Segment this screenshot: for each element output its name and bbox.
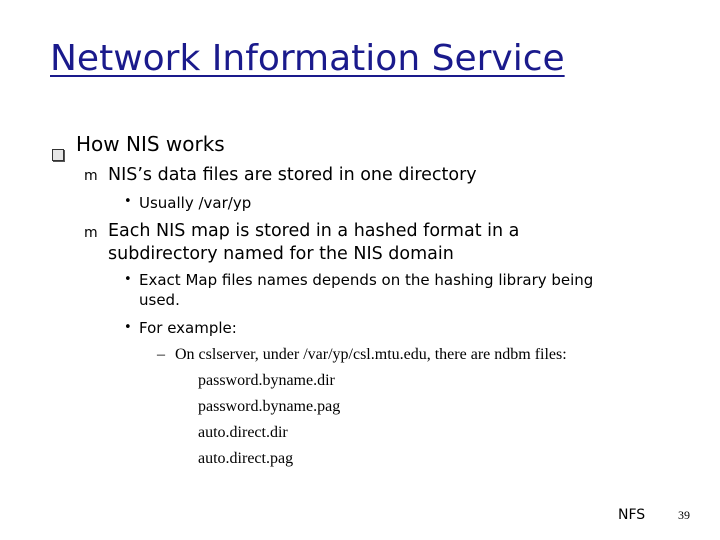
sub-bullet-icon: m: [84, 168, 98, 184]
bullet-exact-map-line2: used.: [139, 291, 180, 309]
slide-title: Network Information Service: [50, 38, 565, 79]
footer-label: NFS: [618, 507, 646, 523]
bullet-map-line1: Each NIS map is stored in a hashed format in a: [108, 221, 520, 241]
dot-bullet-icon: •: [124, 272, 132, 287]
file-name: auto.direct.pag: [198, 450, 294, 467]
bullet-map-line2: subdirectory named for the NIS domain: [108, 244, 454, 264]
bullet-exact-map-line1: Exact Map files names depends on the hashing library being: [139, 271, 594, 289]
file-name: password.byname.dir: [198, 372, 335, 389]
bullet-how-nis-works: How NIS works: [76, 132, 225, 156]
dot-bullet-icon: •: [124, 194, 132, 209]
bullet-for-example: For example:: [139, 319, 237, 337]
example-intro: On cslserver, under /var/yp/csl.mtu.edu, there are ndbm files:: [175, 346, 567, 363]
file-name: password.byname.pag: [198, 398, 341, 415]
page-number: 39: [678, 508, 690, 522]
file-name: auto.direct.dir: [198, 424, 288, 441]
square-bullet-icon: [52, 149, 64, 161]
bullet-data-files: NIS’s data files are stored in one directory: [108, 165, 477, 185]
dash-bullet-icon: –: [157, 346, 165, 363]
sub-bullet-icon: m: [84, 225, 98, 241]
dot-bullet-icon: •: [124, 320, 132, 335]
bullet-usually-var-yp: Usually /var/yp: [139, 194, 252, 212]
